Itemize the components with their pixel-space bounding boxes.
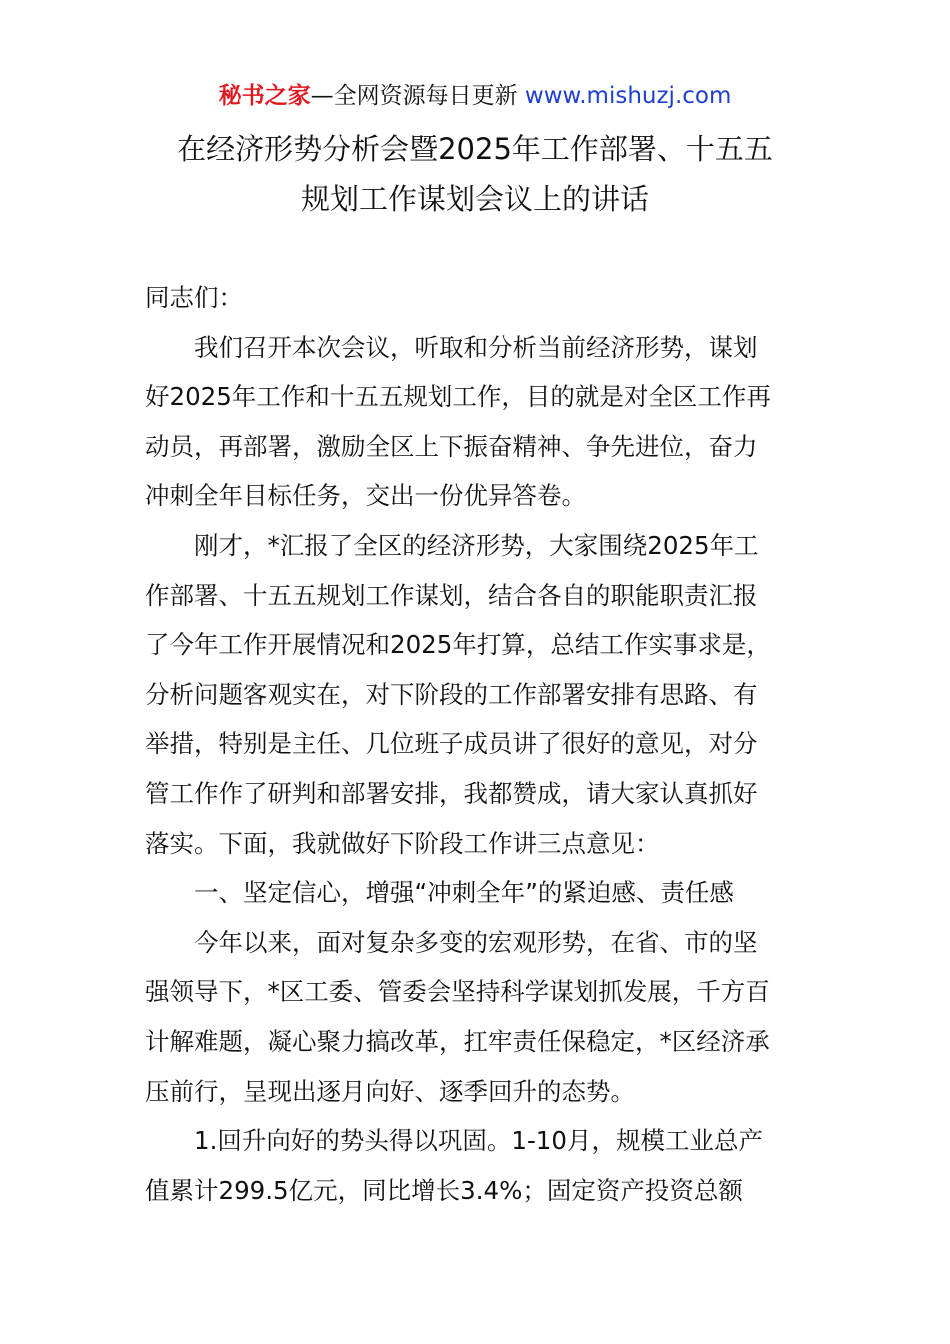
document-title [100, 124, 850, 224]
text-line: 分析问题客观实在，对下阶段的工作部署安排有思路、有 [145, 679, 758, 709]
text-line: 一、坚定信心，增强“冲刺全年”的紧迫感、责任感 [194, 878, 734, 908]
title-line: 在经济形势分析会暨2025年工作部署、十五五 [177, 132, 773, 166]
text-line: 作部署、十五五规划工作谋划，结合各自的职能职责汇报 [145, 580, 758, 610]
text-line: 举措，特别是主任、几位班子成员讲了很好的意见，对分 [145, 729, 758, 759]
text-line: 落实。下面，我就做好下阶段工作讲三点意见： [145, 828, 660, 858]
text-line: 管工作作了研判和部署安排，我都赞成，请大家认真抓好 [145, 778, 758, 808]
text-line: 今年以来，面对复杂多变的宏观形势，在省、市的坚 [194, 927, 758, 957]
text-line: 压前行，呈现出逐月向好、逐季回升的态势。 [145, 1076, 635, 1106]
paragraph-point-1 [145, 1116, 810, 1215]
salutation [145, 273, 810, 323]
header-tagline: —全网资源每日更新 [310, 83, 525, 109]
text-line: 1.回升向好的势头得以巩固。1-10月，规模工业总产 [194, 1126, 763, 1156]
document-body [145, 273, 810, 1215]
text-line: 动员，再部署，激励全区上下振奋精神、争先进位，奋力 [145, 431, 758, 461]
text-line: 冲刺全年目标任务，交出一份优异答卷。 [145, 481, 586, 511]
paragraph-review [145, 521, 810, 868]
brand-name: 秘书之家 [218, 83, 311, 109]
text-line: 同志们： [145, 283, 243, 312]
text-line: 计解难题，凝心聚力搞改革，扛牢责任保稳定，*区经济承 [145, 1026, 770, 1056]
text-line: 好2025年工作和十五五规划工作，目的就是对全区工作再 [145, 382, 771, 412]
section-heading-1 [145, 868, 810, 918]
title-line: 规划工作谋划会议上的讲话 [300, 182, 649, 216]
site-header [0, 78, 950, 114]
paragraph-situation [145, 918, 810, 1116]
text-line: 强领导下，*区工委、管委会坚持科学谋划抓发展，千方百 [145, 977, 770, 1007]
paragraph-opening [145, 323, 810, 521]
site-url-link[interactable]: www.mishuzj.com [524, 83, 732, 109]
text-line: 了今年工作开展情况和2025年打算，总结工作实事求是， [145, 630, 771, 660]
text-line: 我们召开本次会议，听取和分析当前经济形势，谋划 [194, 332, 758, 362]
text-line: 值累计299.5亿元，同比增长3.4%；固定资产投资总额 [145, 1175, 743, 1205]
text-line: 刚才，*汇报了全区的经济形势，大家围绕2025年工 [194, 530, 759, 560]
